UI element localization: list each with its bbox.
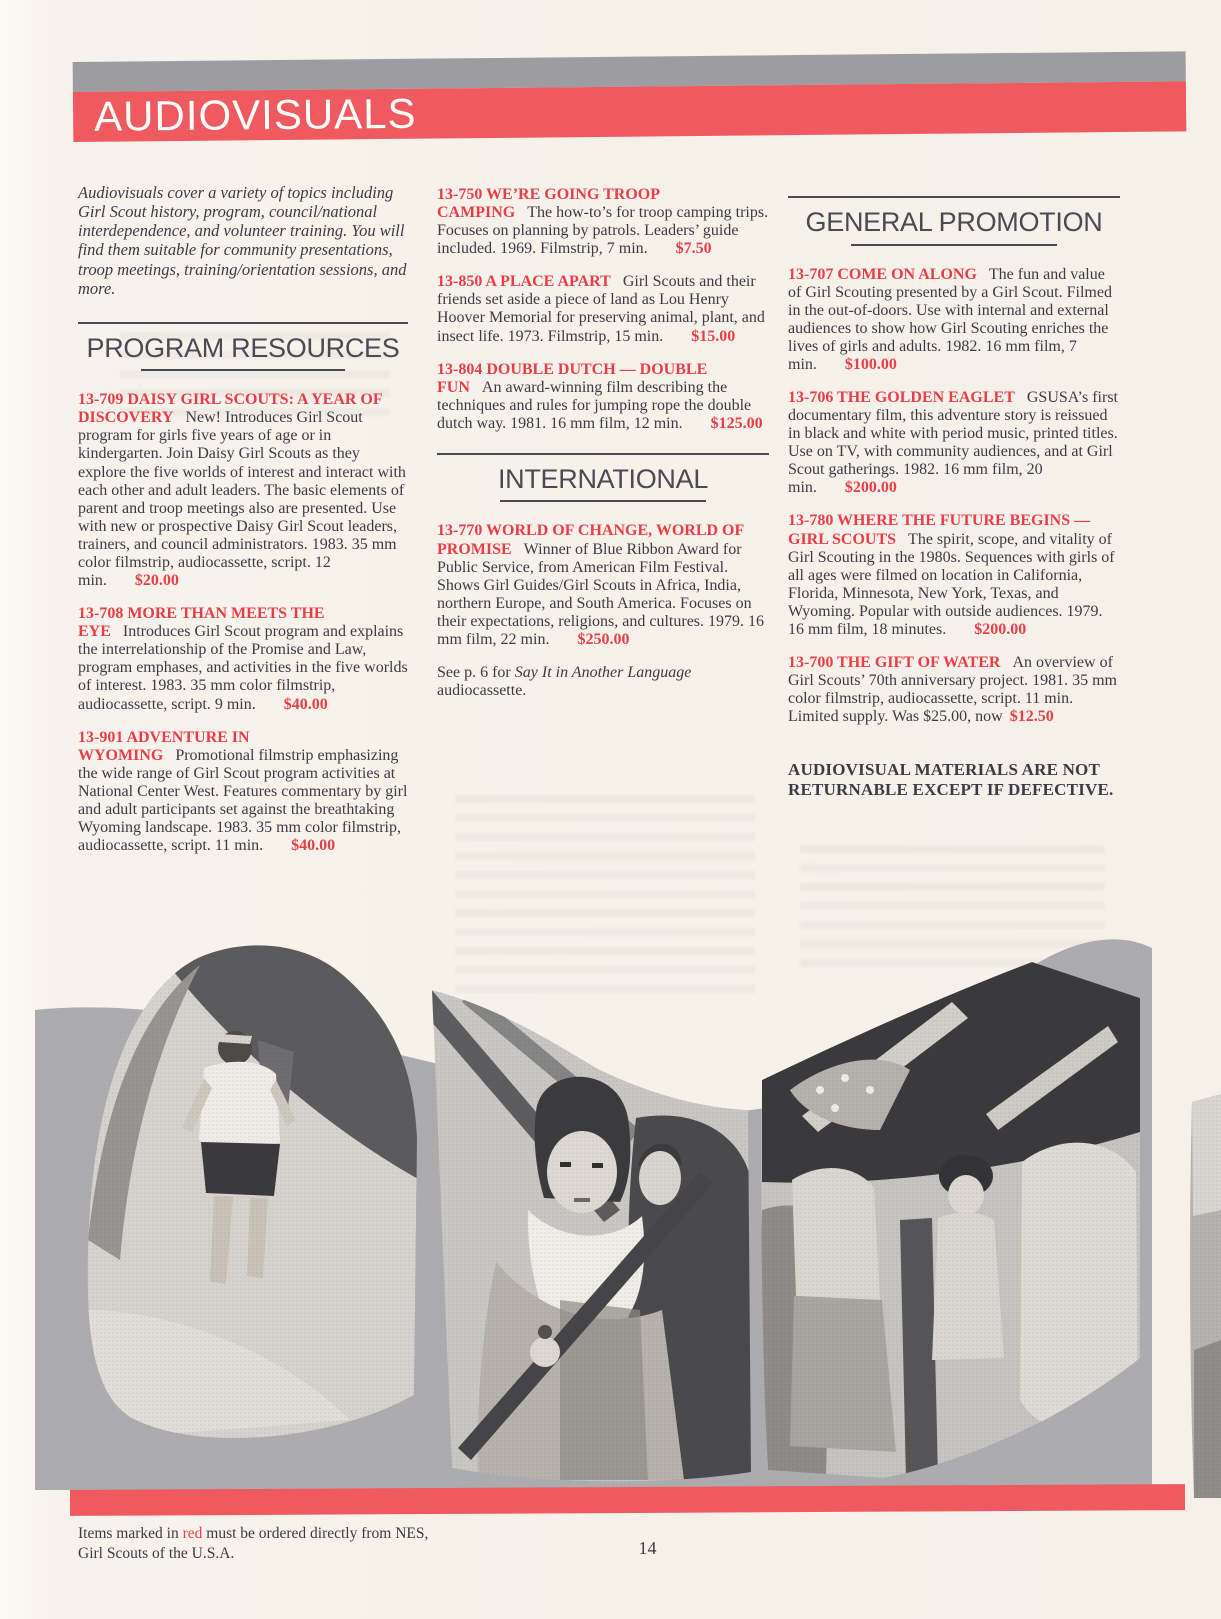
entry-price: $200.00: [844, 479, 897, 497]
entry-code-title: 13-708 MORE THAN MEETS THE EYE: [78, 605, 325, 641]
column-right: [788, 196, 1120, 817]
catalog-entry-13-708: [78, 605, 408, 713]
catalog-entry-13-700: [788, 654, 1120, 726]
entry-description: Promotional filmstrip emphasizing the wide range of Girl Scout program activities at National Center West. Features commentary by girl and adult participants set against the breathtaking Wyoming landscape. 1983. 35 mm color filmstrip, audiocassette, script. 11 min.: [78, 746, 408, 855]
entry-description: Introduces Girl Scout program and explains the interrelationship of the Promise and Law, program emphases, and activities in the five worlds of interest. 1983. 35 mm color filmstrip, audiocassette, script. 9 min.: [78, 623, 408, 713]
adjacent-page-photo-sliver: [1190, 1094, 1221, 1498]
entry-code-title: 13-707 COME ON ALONG: [788, 265, 977, 283]
entry-price: $40.00: [283, 695, 328, 713]
entry-code-title: 13-706 THE GOLDEN EAGLET: [788, 388, 1015, 406]
entry-code-title: 13-750 WE’RE GOING TROOP CAMPING: [437, 186, 660, 222]
entry-description: The spirit, scope, and vitality of Girl Scouting in the 1980s. Sequences with girls of all ages were filmed on location in California, Florida, Minnesota, New York, Texas, and Wyoming. Popular with outside audiences. 1979. 16 mm film, 18 minutes.: [788, 530, 1115, 638]
note-text: See p. 6 for: [437, 663, 515, 681]
entry-price: $125.00: [710, 414, 763, 432]
catalog-entry-13-770: [437, 522, 769, 649]
entry-description: GSUSA’s first documentary film, this adventure story is reissued in black and white with period music, printed titles. Use on TV, with community audiences, and at Girl Scout gatherings. 1982. 16 mm film, 20 min.: [788, 388, 1118, 497]
entry-code-title: 13-780 WHERE THE FUTURE BEGINS — GIRL SCOUTS: [788, 512, 1091, 548]
entry-description: An overview of Girl Scouts’ 70th anniversary project. 1981. 35 mm color filmstrip, audiocassette, script. 11 min. Limited supply. Was $25.00, now: [788, 653, 1117, 726]
footer-red-word: red: [182, 1525, 203, 1542]
catalog-entry-13-850: [437, 273, 769, 345]
note-text: audiocassette.: [437, 682, 527, 700]
catalog-entry-13-706: [788, 389, 1120, 497]
footer-line-2: Girl Scouts of the U.S.A.: [78, 1544, 235, 1562]
page-title: AUDIOVISUALS: [93, 89, 417, 140]
section-title: GENERAL PROMOTION: [805, 207, 1103, 237]
header-red-bar: [73, 81, 1186, 142]
entry-code-title: 13-804 DOUBLE DUTCH — DOUBLE FUN: [437, 360, 708, 396]
section-heading-general-promotion: [788, 196, 1120, 246]
footer-text: must be ordered directly from NES,: [202, 1525, 429, 1542]
catalog-entry-13-804: [437, 361, 769, 433]
entry-code-title: 13-850 A PLACE APART: [437, 273, 611, 291]
section-heading-program-resources: [78, 322, 408, 372]
photo-collage-band: [0, 880, 1221, 1520]
catalog-entry-13-707: [788, 266, 1120, 374]
entry-description: The how-to’s for troop camping trips. Focuses on planning by patrols. Leaders’ guide included. 1969. Filmstrip, 7 min.: [437, 204, 769, 258]
entry-price: $20.00: [134, 572, 179, 590]
note-title-italic: Say It in Another Language: [514, 663, 692, 681]
entry-description: New! Introduces Girl Scout program for girls five years of age or in kindergarten. Join Daisy Girl Scouts as they explore the five worlds of interest and interact with each other and adult leaders. The basic elements of parent and troop meetings also are presented. Use with new or prospective Daisy Girl Scout leaders, trainers, and council administrators. 1983. 35 mm color filmstrip, audiocassette, script. 12 min.: [78, 409, 406, 590]
cross-reference-note: [437, 664, 769, 700]
entry-price: $15.00: [691, 327, 736, 345]
intro-paragraph: Audiovisuals cover a variety of topics including Girl Scout history, program, council/national interdependence, and volunteer training. You will find them suitable for community presentations, troop meetings, training/orientation sessions, and more.: [78, 183, 407, 298]
returns-notice: AUDIOVISUAL MATERIALS ARE NOT RETURNABLE EXCEPT IF DEFECTIVE.: [788, 760, 1114, 800]
entry-price: $12.50: [1009, 708, 1054, 726]
section-heading-international: [437, 453, 769, 503]
entry-code-title: 13-901 ADVENTURE IN WYOMING: [78, 728, 250, 764]
entry-description: Girl Scouts and their friends set aside a piece of land as Lou Henry Hoover Memorial for preserving animal, plant, and insect life. 1973. Filmstrip, 15 min.: [437, 273, 765, 345]
column-middle: [437, 186, 769, 700]
entry-price: $250.00: [577, 630, 630, 648]
catalog-entry-13-780: [788, 512, 1120, 639]
footer-text: Items marked in: [78, 1525, 183, 1542]
page-header: [73, 51, 1187, 142]
column-left: [78, 183, 408, 870]
heading-underline: [851, 244, 1057, 246]
heading-underline: [141, 369, 346, 371]
entry-price: $7.50: [675, 240, 712, 258]
entry-description: Winner of Blue Ribbon Award for Public Service, from American Film Festival. Shows Girl Guides/Girl Scouts in Africa, India, northern Europe, and South America. Focuses on their expectations, religions, and cultures. 1979. 16 mm film, 22 min.: [437, 540, 765, 648]
catalog-entry-13-750: [437, 186, 769, 258]
entry-price: $100.00: [844, 355, 897, 373]
entry-price: $200.00: [974, 620, 1027, 638]
entry-description: The fun and value of Girl Scouting presented by a Girl Scout. Filmed in the out-of-doors. Use with internal and external audiences to show how Girl Scouting enriches the lives of girls and adults. 1982. 16 mm film, 7 min.: [788, 265, 1112, 373]
entry-description: An award-winning film describing the techniques and rules for jumping rope the double dutch way. 1981. 16 mm film, 12 min.: [437, 378, 752, 432]
entry-code-title: 13-700 THE GIFT OF WATER: [788, 653, 1001, 671]
heading-underline: [500, 500, 706, 502]
page-number: 14: [638, 1538, 657, 1558]
section-title: PROGRAM RESOURCES: [86, 332, 400, 363]
entry-code-title: 13-770 WORLD OF CHANGE, WORLD OF PROMISE: [437, 522, 744, 558]
entry-price: $40.00: [291, 837, 336, 855]
catalog-entry-13-901: [78, 729, 408, 856]
section-title: INTERNATIONAL: [497, 463, 709, 494]
entry-code-title: 13-709 DAISY GIRL SCOUTS: A YEAR OF DISCOVERY: [78, 391, 383, 427]
catalog-entry-13-709: [78, 391, 408, 590]
